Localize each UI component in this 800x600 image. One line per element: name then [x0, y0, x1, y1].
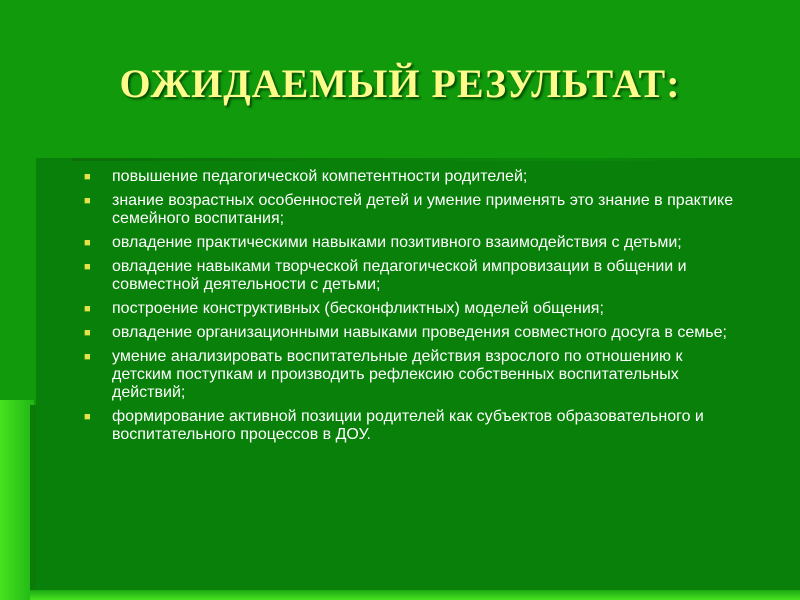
list-item: [84, 348, 744, 402]
list-item: [84, 408, 744, 444]
list-item-text: построение конструктивных (бесконфликтных) моделей общения;: [112, 300, 604, 317]
square-bullet-icon: ■: [84, 303, 91, 315]
square-bullet-icon: ■: [84, 351, 91, 363]
list-item: [84, 300, 744, 318]
decorative-bottom-band: [30, 590, 800, 600]
list-item-text: повышение педагогической компетентности родителей;: [112, 168, 528, 185]
slide-title: ОЖИДАЕМЫЙ РЕЗУЛЬТАТ:: [119, 61, 681, 106]
list-item-text: овладение навыками творческой педагогической импровизации в общении и совместной деятельности с детьми;: [112, 258, 687, 293]
square-bullet-icon: ■: [84, 237, 91, 249]
list-item-text: овладение практическими навыками позитивного взаимодействия с детьми;: [112, 234, 682, 251]
list-item-text: формирование активной позиции родителей как субъектов образовательного и воспитательного процессов в ДОУ.: [112, 408, 704, 443]
square-bullet-icon: ■: [84, 411, 91, 423]
decorative-left-band: [0, 400, 34, 600]
list-item-text: знание возрастных особенностей детей и умение применять это знание в практике семейного воспитания;: [112, 192, 734, 227]
square-bullet-icon: ■: [84, 171, 91, 183]
square-bullet-icon: ■: [84, 327, 91, 339]
list-item-text: умение анализировать воспитательные действия взрослого по отношению к детским поступкам и производить рефлексию собственных воспитательных действий;: [112, 348, 683, 401]
decorative-top-line: [72, 158, 714, 161]
list-item: [84, 324, 744, 342]
list-item: [84, 192, 744, 228]
list-item: [84, 258, 744, 294]
list-item: [84, 168, 744, 186]
list-item-text: овладение организационными навыками проведения совместного досуга в семье;: [112, 324, 727, 341]
list-item: [84, 234, 744, 252]
square-bullet-icon: ■: [84, 261, 91, 273]
square-bullet-icon: ■: [84, 195, 91, 207]
results-list: [84, 168, 744, 450]
